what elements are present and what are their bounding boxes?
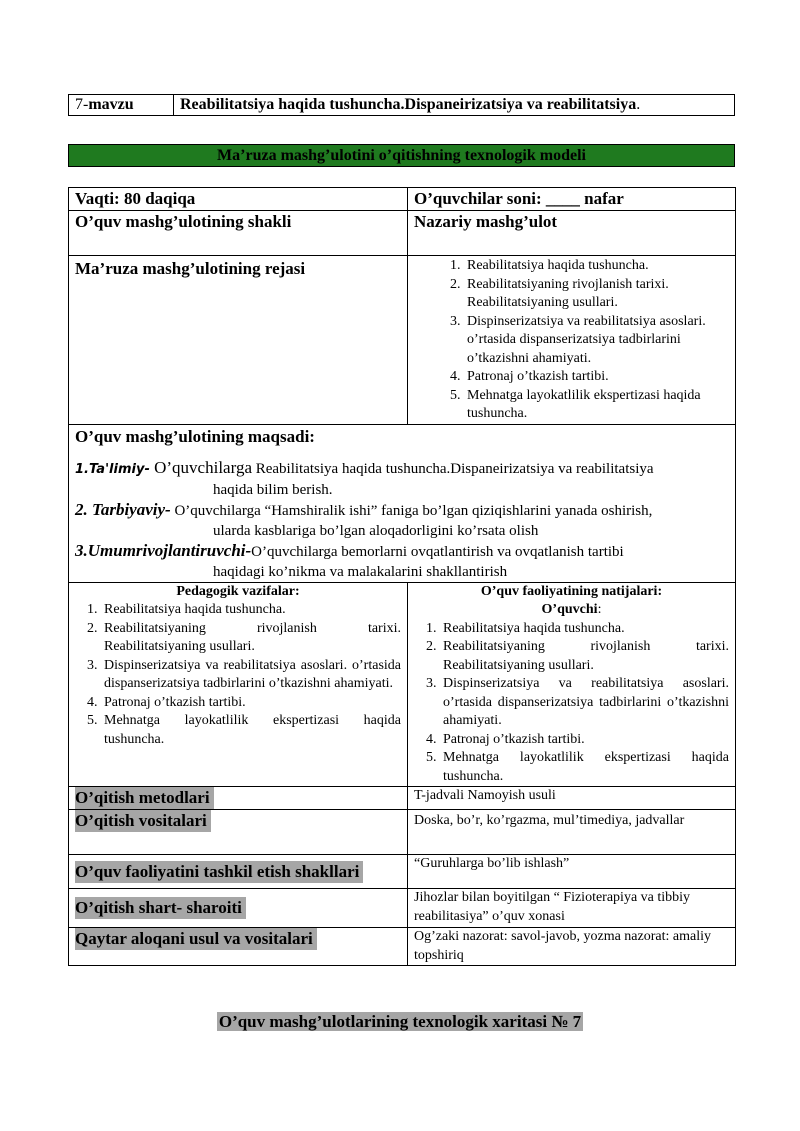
- conditions-value: Jihozlar bilan boyitilgan “ Fizioterapiya va tibbiy reabilitasiya” o’quv xonasi: [408, 889, 736, 928]
- aim-upbringing: 2. Tarbiyaviy- O’quvchilarga “Hamshiralik ishi” faniga bo’lgan qiziqishlarini yanada oshirish,: [75, 499, 653, 519]
- result-item: 2. Reabilitatsiyaning rivojlanish tarixi. Reabilitatsiyaning usullari.: [440, 638, 729, 675]
- topic-number-word: mavzu: [88, 96, 134, 113]
- feedback-label: Qaytar aloqani usul va vositalari: [75, 928, 317, 950]
- results-list: [414, 620, 729, 787]
- conditions-label: O’qitish shart- sharoiti: [75, 897, 246, 919]
- result-item: 1. Reabilitatsiya haqida tushuncha.: [440, 620, 729, 639]
- form-value: Nazariy mashg’ulot: [408, 211, 736, 256]
- plan-item: 3. Dispinserizatsiya va reabilitatsiya asoslari. o’rtasida dispanserizatsiya tadbirlarini o’tkazishni ahamiyati.: [464, 313, 729, 369]
- results-cell: [408, 582, 736, 787]
- forms-label: O’quv faoliyatini tashkil etish shakllari: [75, 861, 363, 883]
- results-title: O’quv faoliyatining natijalari:: [480, 583, 663, 599]
- tools-label: O’qitish vositalari: [75, 810, 211, 832]
- methods-label-cell: [69, 787, 408, 810]
- result-item: 4. Patronaj o’tkazish tartibi.: [440, 731, 729, 750]
- topic-bar: [68, 94, 735, 116]
- pedagogical-task-item: 4. Patronaj o’tkazish tartibi.: [101, 694, 401, 713]
- plan-item: 1. Reabilitatsiya haqida tushuncha.: [464, 257, 729, 276]
- pedagogical-task-item: 5. Mehnatga layokatlilik ekspertizasi haqida tushuncha.: [101, 712, 401, 749]
- result-item: 5. Mehnatga layokatlilik ekspertizasi haqida tushuncha.: [440, 749, 729, 786]
- plan-item: 5. Mehnatga layokatlilik ekspertizasi haqida tushuncha.: [464, 387, 729, 424]
- forms-value: “Guruhlarga bo’lib ishlash”: [408, 855, 736, 889]
- aims-cell: [69, 424, 736, 582]
- pedagogical-task-item: 1. Reabilitatsiya haqida tushuncha.: [101, 601, 401, 620]
- tools-label-cell: [69, 810, 408, 855]
- results-subtitle: O’quvchi:: [541, 602, 602, 617]
- forms-label-cell: [69, 855, 408, 889]
- aim-educational-cont: haqida bilim berish.: [213, 481, 333, 498]
- aim-educational: 1.Ta'limiy- O’quvchilarga Reabilitatsiya haqida tushuncha.Dispaneirizatsiya va reabilitatsiya: [75, 457, 654, 477]
- lesson-model-table: [68, 187, 736, 966]
- pedagogical-tasks-list: [75, 601, 401, 749]
- methods-label: O’qitish metodlari: [75, 787, 214, 809]
- time-cell: Vaqti: 80 daqiqa: [69, 188, 408, 211]
- aim-developmental: 3.Umumrivojlantiruvchi-O’quvchilarga bemorlarni ovqatlantirish va ovqatlanish tartibi: [75, 540, 624, 560]
- plan-item: 2. Reabilitatsiyaning rivojlanish tarixi. Reabilitatsiyaning usullari.: [464, 276, 729, 313]
- methods-value: T-jadvali Namoyish usuli: [408, 787, 736, 810]
- topic-title: Reabilitatsiya haqida tushuncha.Dispaneirizatsiya va reabilitatsiya.: [174, 95, 735, 116]
- aim-educational-label: 1.Ta'limiy-: [75, 461, 150, 477]
- form-label: O’quv mashg’ulotining shakli: [69, 211, 408, 256]
- pedagogical-tasks-title: Pedagogik vazifalar:: [176, 583, 300, 599]
- conditions-label-cell: [69, 889, 408, 928]
- feedback-label-cell: [69, 928, 408, 966]
- aim-upbringing-cont: ularda kasblariga bo’lgan aloqadorligini ko’rsata olish: [213, 522, 539, 539]
- plan-label: Ma’ruza mashg’ulotining rejasi: [69, 256, 408, 425]
- feedback-value: Og’zaki nazorat: savol-javob, yozma nazorat: amaliy topshiriq: [408, 928, 736, 966]
- topic-number: 7-mavzu: [69, 95, 174, 116]
- aim-upbringing-label: 2. Tarbiyaviy-: [75, 499, 171, 519]
- aim-title: O’quv mashg’ulotining maqsadi:: [75, 426, 315, 446]
- students-cell: O’quvchilar soni: ____ nafar: [408, 188, 736, 211]
- plan-list: [438, 257, 729, 424]
- plan-item: 4. Patronaj o’tkazish tartibi.: [464, 368, 729, 387]
- pedagogical-task-item: 2. Reabilitatsiyaning rivojlanish tarixi. Reabilitatsiyaning usullari.: [101, 620, 401, 657]
- plan-list-cell: [408, 256, 736, 425]
- result-item: 3. Dispinserizatsiya va reabilitatsiya asoslari. o’rtasida dispanserizatsiya tadbirlarini o’tkazishni ahamiyati.: [440, 675, 729, 731]
- footer-title: O’quv mashg’ulotlarining texnologik xaritasi № 7: [218, 1012, 582, 1031]
- tools-value: Doska, bo’r, ko’rgazma, mul’timediya, jadvallar: [408, 810, 736, 855]
- model-banner: Ma’ruza mashg’ulotini o’qitishning texnologik modeli: [68, 144, 735, 167]
- aim-developmental-label: 3.Umumrivojlantiruvchi-: [75, 540, 252, 560]
- pedagogical-task-item: 3. Dispinserizatsiya va reabilitatsiya asoslari. o’rtasida dispanserizatsiya tadbirlarini o’tkazishni ahamiyati.: [101, 657, 401, 694]
- pedagogical-tasks-cell: [69, 582, 408, 787]
- aim-developmental-cont: haqidagi ko’nikma va malakalarini shakllantirish: [213, 563, 508, 580]
